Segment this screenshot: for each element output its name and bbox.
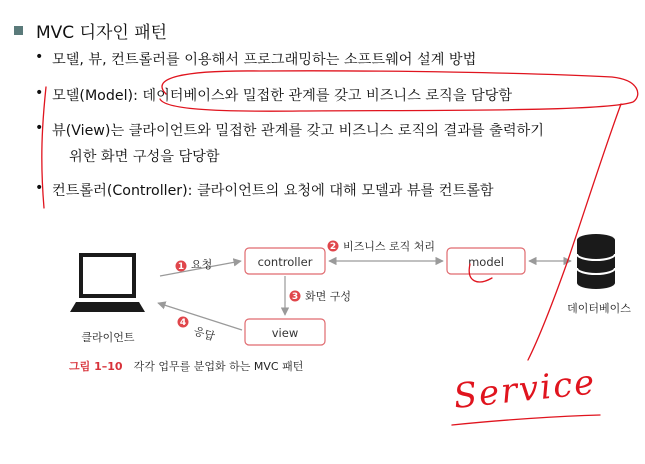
slide-title-text: MVC 디자인 패턴: [36, 23, 168, 43]
controller-label: controller: [257, 255, 313, 269]
model-label: model: [468, 255, 504, 269]
service-underline: [452, 415, 600, 425]
bullet-mvc-definition: • 모델, 뷰, 컨트롤러를 이용해서 프로그래밍하는 소프트웨어 설계 방법: [52, 49, 476, 69]
svg-text:3: 3: [291, 292, 299, 302]
handwritten-annotation: [42, 71, 638, 425]
figure-caption: 그림 1–10 각각 업무를 분업화 하는 MVC 패턴: [69, 360, 304, 373]
view-box: [245, 319, 325, 345]
bullet-view-continued: 위한 화면 구성을 담당함: [69, 149, 220, 165]
svg-text:4: 4: [179, 318, 187, 328]
svg-text:요청: 요청: [191, 258, 213, 271]
model-box: [447, 248, 525, 274]
pointer-line: [528, 104, 621, 360]
service-handwriting: [452, 362, 600, 425]
laptop-icon: [70, 253, 145, 312]
highlight-loop: [160, 71, 638, 111]
database-label: 데이터베이스: [567, 302, 631, 315]
left-bracket-line: [42, 87, 46, 208]
database-icon: [577, 234, 615, 289]
step-1-label: [176, 257, 213, 272]
controller-box: [245, 248, 325, 274]
bullet-view: • 뷰(View)는 클라이언트와 밀접한 관계를 갖고 비즈니스 로직의 결과를 출력하기: [52, 120, 544, 140]
svg-text:화면 구성: 화면 구성: [305, 290, 352, 303]
view-label: view: [271, 326, 299, 340]
step-2-label: [328, 239, 436, 253]
client-label: 클라이언트: [81, 331, 135, 344]
bullet-controller: • 컨트롤러(Controller): 클라이언트의 요청에 대해 모델과 뷰를 컨트롤함: [52, 180, 494, 200]
step-3-label: [290, 289, 352, 303]
svg-text:Service: Service: [451, 362, 599, 417]
svg-text:2: 2: [329, 242, 337, 252]
bullet-model: • 모델(Model): 데이터베이스와 밀접한 관계를 갖고 비즈니스 로직을 담당함: [52, 85, 512, 105]
svg-text:비즈니스 로직 처리: 비즈니스 로직 처리: [343, 240, 436, 253]
svg-text:1: 1: [177, 262, 185, 272]
svg-text:응답: 응답: [192, 324, 217, 344]
